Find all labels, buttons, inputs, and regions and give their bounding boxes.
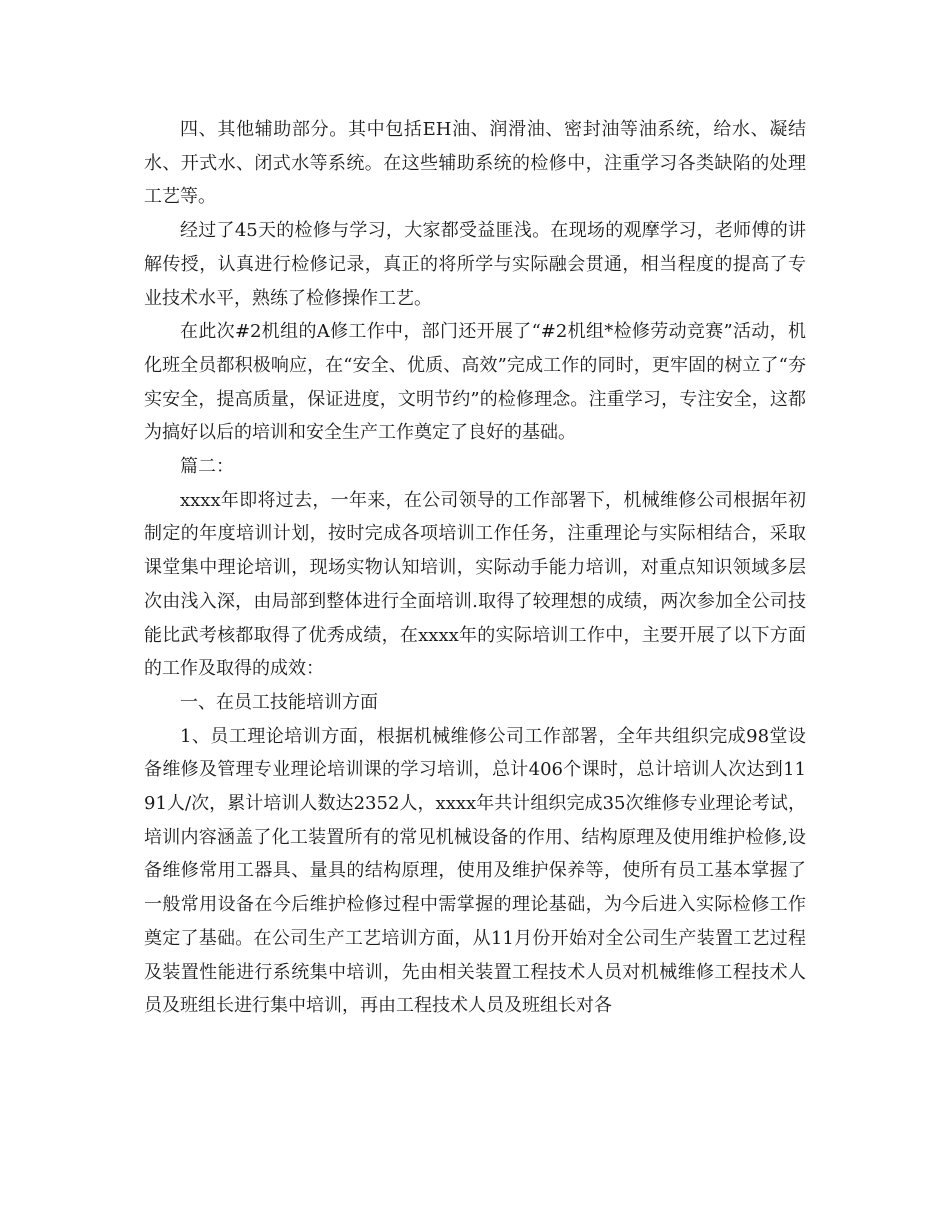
section-heading-part-two: 篇二： xyxy=(180,456,234,478)
section-heading-staff-training: 一、在员工技能培训方面 xyxy=(180,691,378,713)
paragraph-labor-competition: 在此次#2机组的A修工作中，部门还开展了“#2机组*检修劳动竞赛”活动，机化班全员都积极响应，在“安全、优质、高效”完成工作的同时，更牢固的树立了“夯实安全，提高质量，保证进度，文明节约”的检修理念。注重学习，专注安全，这都为搞好以后的培训和安全生产工作奠定了良好的基础。 xyxy=(144,321,806,444)
paragraph-45-days-summary: 经过了45天的检修与学习，大家都受益匪浅。在现场的观摩学习，老师傅的讲解传授，认真进行检修记录，真正的将所学与实际融会贯通，相当程度的提高了专业技术水平，熟练了检修操作工艺。 xyxy=(144,220,806,309)
document-body xyxy=(144,113,806,1023)
paragraph-auxiliary-systems: 四、其他辅助部分。其中包括EH油、润滑油、密封油等油系统，给水、凝结水、开式水、闭式水等系统。在这些辅助系统的检修中，注重学习各类缺陷的处理工艺等。 xyxy=(144,119,806,208)
paragraph-theory-training: 1、员工理论培训方面，根据机械维修公司工作部署，全年共组织完成98堂设备维修及管理专业理论培训课的学习培训，总计406个课时，总计培训人次达到1191人/次，累计培训人数达2352人，xxxx年共计组织完成35次维修专业理论考试，培训内容涵盖了化工装置所有的常见机械设备的作用、结构原理及使用维护检修,设备维修常用工器具、量具的结构原理，使用及维护保养等，使所有员工基本掌握了一般常用设备在今后维护检修过程中需掌握的理论基础，为今后进入实际检修工作奠定了基础。在公司生产工艺培训方面，从11月份开始对全公司生产装置工艺过程及装置性能进行系统集中培训，先由相关装置工程技术人员对机械维修工程技术人员及班组长进行集中培训，再由工程技术人员及班组长对各 xyxy=(144,725,806,1017)
paragraph-annual-overview: xxxx年即将过去，一年来，在公司领导的工作部署下，机械维修公司根据年初制定的年度培训计划，按时完成各项培训工作任务，注重理论与实际相结合，采取课堂集中理论培训，现场实物认知培训，实际动手能力培训，对重点知识领域多层次由浅入深，由局部到整体进行全面培训.取得了较理想的成绩，两次参加全公司技能比武考核都取得了优秀成绩，在xxxx年的实际培训工作中，主要开展了以下方面的工作及取得的成效： xyxy=(144,489,806,680)
